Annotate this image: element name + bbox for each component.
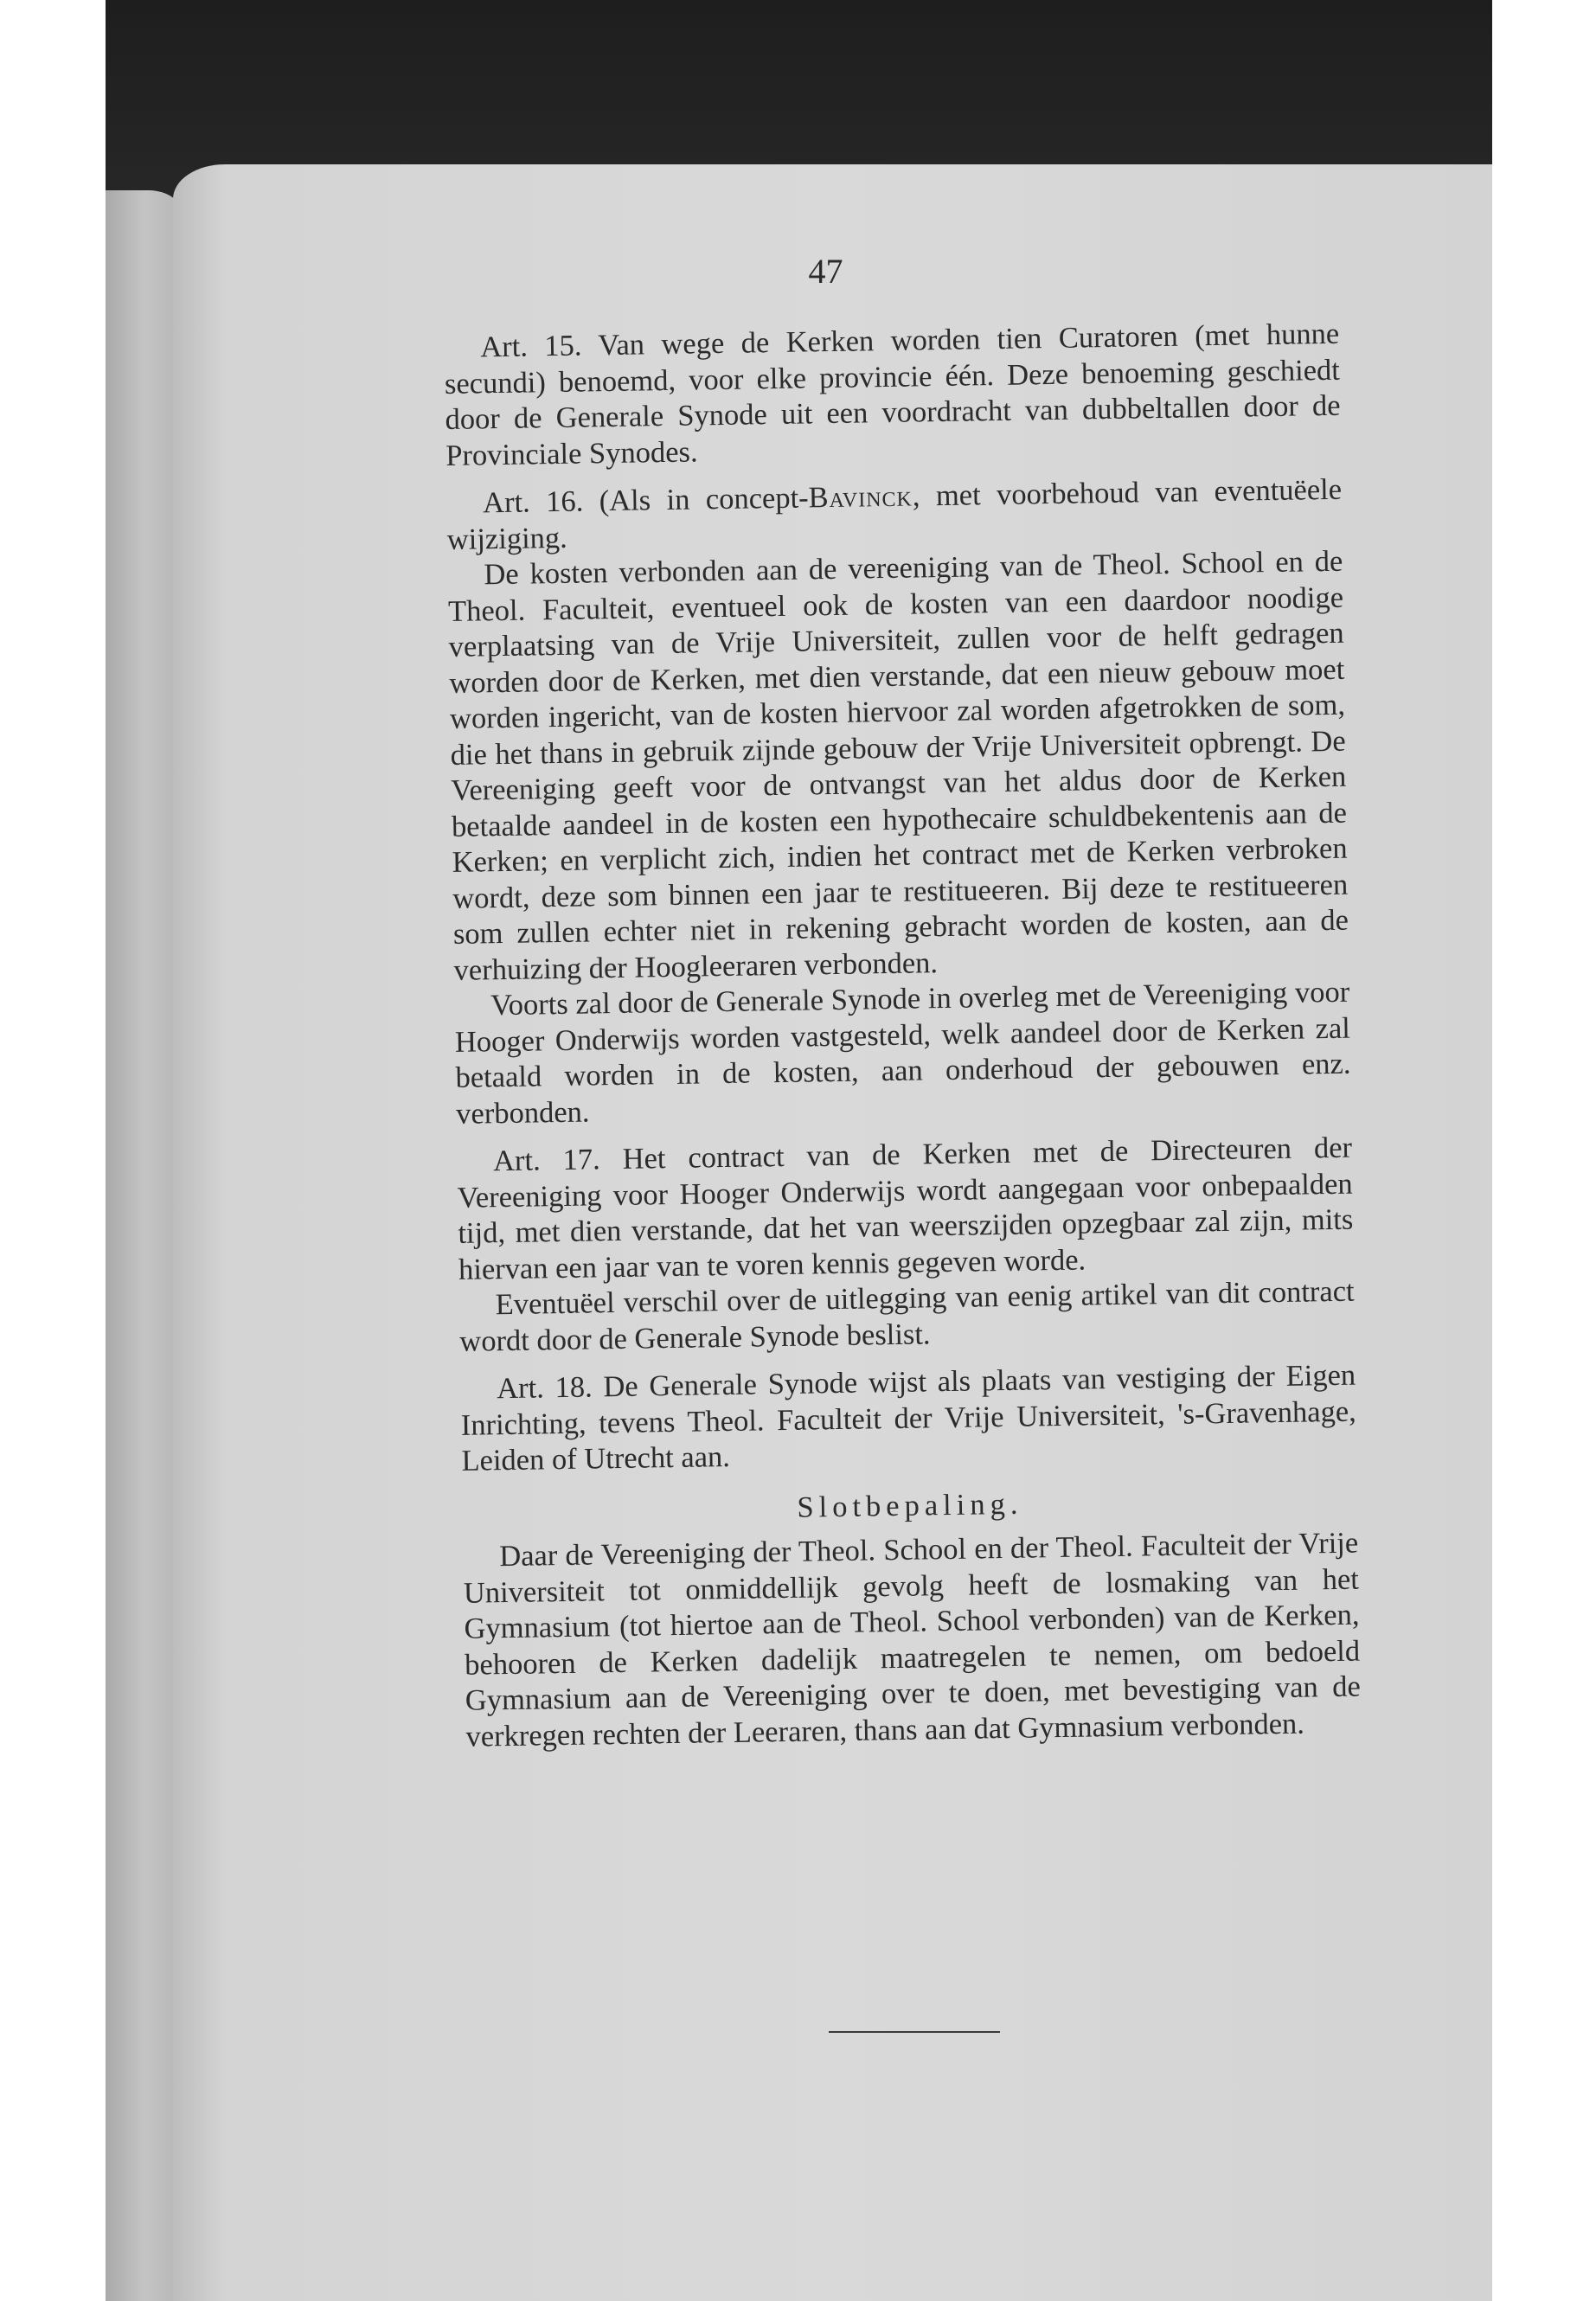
left-page-edge <box>106 190 183 2301</box>
further-paragraph: Voorts zal door de Generale Synode in overleg met de Vereeniging voor Hooger Onderwijs worden vastgesteld, welk aandeel door de Kerken zal betaald worden in de kosten, aan onderhoud der gebouwen enz. verbonden. <box>454 975 1351 1131</box>
article-16-text-after: , met voorbehoud van eventuëele wijziging. <box>446 472 1343 556</box>
article-16-text-before: Art. 16. (Als in concept- <box>482 481 809 520</box>
end-rule <box>829 2031 1000 2033</box>
dispute-paragraph: Eventuëel verschil over de uitlegging van eenig artikel van dit contract wordt door de Generale Synode beslist. <box>459 1274 1355 1358</box>
closing-paragraph: Daar de Vereeniging der Theol. School en der Theol. Faculteit der Vrije Universiteit tot onmiddellijk gevolg heeft de losmaking van het Gymnasium (tot hiertoe aan de Theol. School verbonden) van de Kerken, behooren de Kerken dadelijk maatregelen te nemen, om bedoeld Gymnasium aan de Vereeniging over te doen, met bevestiging van de verkregen rechten der Leeraren, thans aan dat Gymnasium verbonden. <box>463 1526 1362 1753</box>
page-number: 47 <box>808 252 843 291</box>
article-17: Art. 17. Het contract van de Kerken met de Directeuren der Vereeniging voor Hooger Onderwijs wordt aangegaan voor onbepaalden tijd, met dien verstande, dat het van weerszijden opzegbaar zal zijn, mits hiervan een jaar van te voren kennis gegeven worde. <box>457 1131 1354 1286</box>
page-body <box>444 317 1362 1755</box>
article-15: Art. 15. Van wege de Kerken worden tien Curatoren (met hunne secundi) benoemd, voor elke provincie één. Deze benoeming geschiedt door de Generale Synode uit een voordracht van dubbeltallen door de Provinciale Synodes. <box>444 317 1341 472</box>
article-18: Art. 18. De Generale Synode wijst als plaats van vestiging der Eigen Inrichting, tevens Theol. Faculteit der Vrije Universiteit, 's-Gravenhage, Leiden of Utrecht aan. <box>460 1358 1357 1477</box>
section-heading: Slotbepaling. <box>797 1487 1023 1524</box>
article-16-name: Bavinck <box>808 479 913 515</box>
article-16 <box>446 472 1343 558</box>
costs-paragraph: De kosten verbonden aan de vereeniging van de Theol. School en de Theol. Faculteit, eventueel ook de kosten van een daardoor noodige verplaatsing van de Vrije Universiteit, zullen voor de helft gedragen worden door de Kerken, met dien verstande, dat een nieuw gebouw moet worden ingericht, van de kosten hiervoor zal worden afgetrokken de som, die het thans in gebruik zijnde gebouw der Vrije Universiteit opbrengt. De Vereeniging geeft voor de ontvangst van het aldus door de Kerken betaalde aandeel in de kosten een hypothecaire schuldbekentenis aan de Kerken; en verplicht zich, indien het contract met de Kerken verbroken wordt, deze som binnen een jaar te restitueeren. Bij deze te restitueeren som zullen echter niet in rekening gebracht worden de kosten, aan de verhuizing der Hoogleeraren verbonden. <box>447 544 1349 987</box>
